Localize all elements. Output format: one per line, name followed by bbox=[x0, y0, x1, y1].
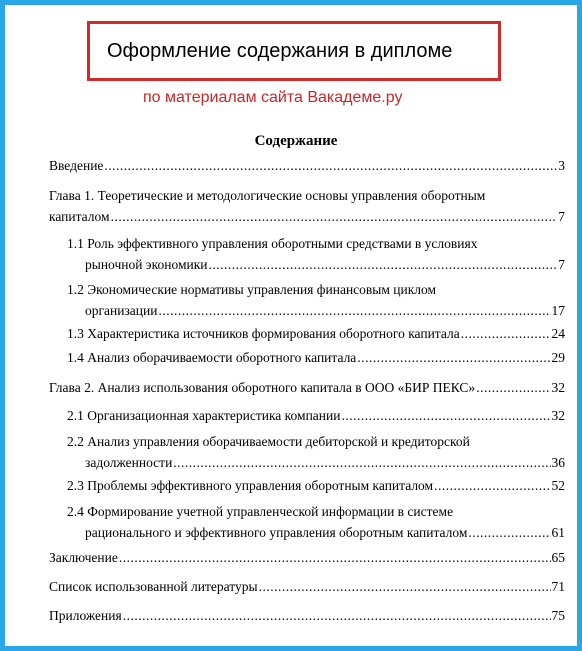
toc-entry-title: организации bbox=[85, 303, 158, 318]
toc-page-number: 7 bbox=[558, 257, 565, 272]
toc-entry[interactable] bbox=[49, 379, 565, 400]
toc-entry-title: 2.3 Проблемы эффективного управления оборотным капиталом bbox=[67, 478, 434, 493]
page-title: Оформление содержания в дипломе bbox=[107, 40, 453, 62]
toc-entry-title: Введение bbox=[49, 158, 104, 173]
source-subtitle: по материалам сайта Вакадеме.ру bbox=[143, 89, 403, 106]
dot-leader bbox=[357, 349, 550, 367]
toc-entry-title: 1.1 Роль эффективного управления оборотными средствами в условиях bbox=[67, 236, 478, 251]
toc-entry[interactable] bbox=[49, 187, 565, 229]
toc-entry[interactable] bbox=[49, 607, 565, 628]
dot-leader bbox=[158, 302, 550, 320]
dot-leader bbox=[468, 524, 550, 542]
dot-leader bbox=[173, 454, 550, 472]
dot-leader bbox=[119, 549, 551, 567]
toc-entry[interactable] bbox=[67, 349, 565, 370]
toc-entry-title: Заключение bbox=[49, 550, 118, 565]
toc-entry[interactable] bbox=[67, 281, 565, 323]
dot-leader bbox=[341, 407, 550, 425]
toc-page-number: 7 bbox=[558, 209, 565, 224]
toc-page-number: 17 bbox=[551, 303, 565, 318]
dot-leader bbox=[209, 256, 558, 274]
toc-entry[interactable] bbox=[67, 477, 565, 498]
toc-entry-title: капиталом bbox=[49, 209, 110, 224]
toc-entry-title: 1.3 Характеристика источников формирования оборотного капитала bbox=[67, 326, 460, 341]
toc-entry[interactable] bbox=[67, 503, 565, 545]
toc-entry-title: 2.1 Организационная характеристика компании bbox=[67, 408, 341, 423]
toc-page-number: 71 bbox=[551, 579, 565, 594]
toc-entry-title: 2.4 Формирование учетной управленческой информации в системе bbox=[67, 504, 454, 519]
toc-page-number: 65 bbox=[551, 550, 565, 565]
title-box bbox=[87, 21, 501, 81]
toc-page-number: 52 bbox=[551, 478, 565, 493]
dot-leader bbox=[123, 607, 551, 625]
dot-leader bbox=[111, 208, 558, 226]
dot-leader bbox=[434, 477, 550, 495]
toc-page-number: 61 bbox=[551, 525, 565, 540]
toc-entry[interactable] bbox=[67, 433, 565, 475]
toc-entry[interactable] bbox=[49, 549, 565, 570]
toc-entry-title: рационального и эффективного управления оборотным капиталом bbox=[85, 525, 468, 540]
dot-leader bbox=[461, 325, 551, 343]
toc-entry[interactable] bbox=[67, 407, 565, 428]
dot-leader bbox=[104, 157, 557, 175]
toc-entry-title: Глава 1. Теоретические и методологические основы управления оборотным bbox=[49, 188, 486, 203]
toc-page-number: 32 bbox=[551, 380, 565, 395]
toc-page-number: 3 bbox=[558, 158, 565, 173]
toc-page-number: 32 bbox=[551, 408, 565, 423]
toc-entry-title: 1.4 Анализ оборачиваемости оборотного капитала bbox=[67, 350, 357, 365]
toc-entry[interactable] bbox=[49, 157, 565, 178]
toc-entry-title: Список использованной литературы bbox=[49, 579, 258, 594]
toc-entry-title: 2.2 Анализ управления оборачиваемости дебиторской и кредиторской bbox=[67, 434, 470, 449]
toc-entry[interactable] bbox=[49, 578, 565, 599]
toc-page-number: 75 bbox=[551, 608, 565, 623]
dot-leader bbox=[476, 379, 550, 397]
toc-entry-title: задолженности bbox=[85, 455, 173, 470]
toc-entry-title: Глава 2. Анализ использования оборотного капитала в ООО «БИР ПЕКС» bbox=[49, 380, 476, 395]
toc-entry[interactable] bbox=[67, 235, 565, 277]
toc-heading: Содержание bbox=[254, 133, 338, 149]
dot-leader bbox=[259, 578, 551, 596]
toc-entry[interactable] bbox=[67, 325, 565, 346]
toc-entry-title: рыночной экономики bbox=[85, 257, 208, 272]
toc-page-number: 29 bbox=[551, 350, 565, 365]
toc-entry-title: Приложения bbox=[49, 608, 122, 623]
toc-page-number: 36 bbox=[551, 455, 565, 470]
toc-page-number: 24 bbox=[551, 326, 565, 341]
toc-entry-title: 1.2 Экономические нормативы управления финансовым циклом bbox=[67, 282, 437, 297]
